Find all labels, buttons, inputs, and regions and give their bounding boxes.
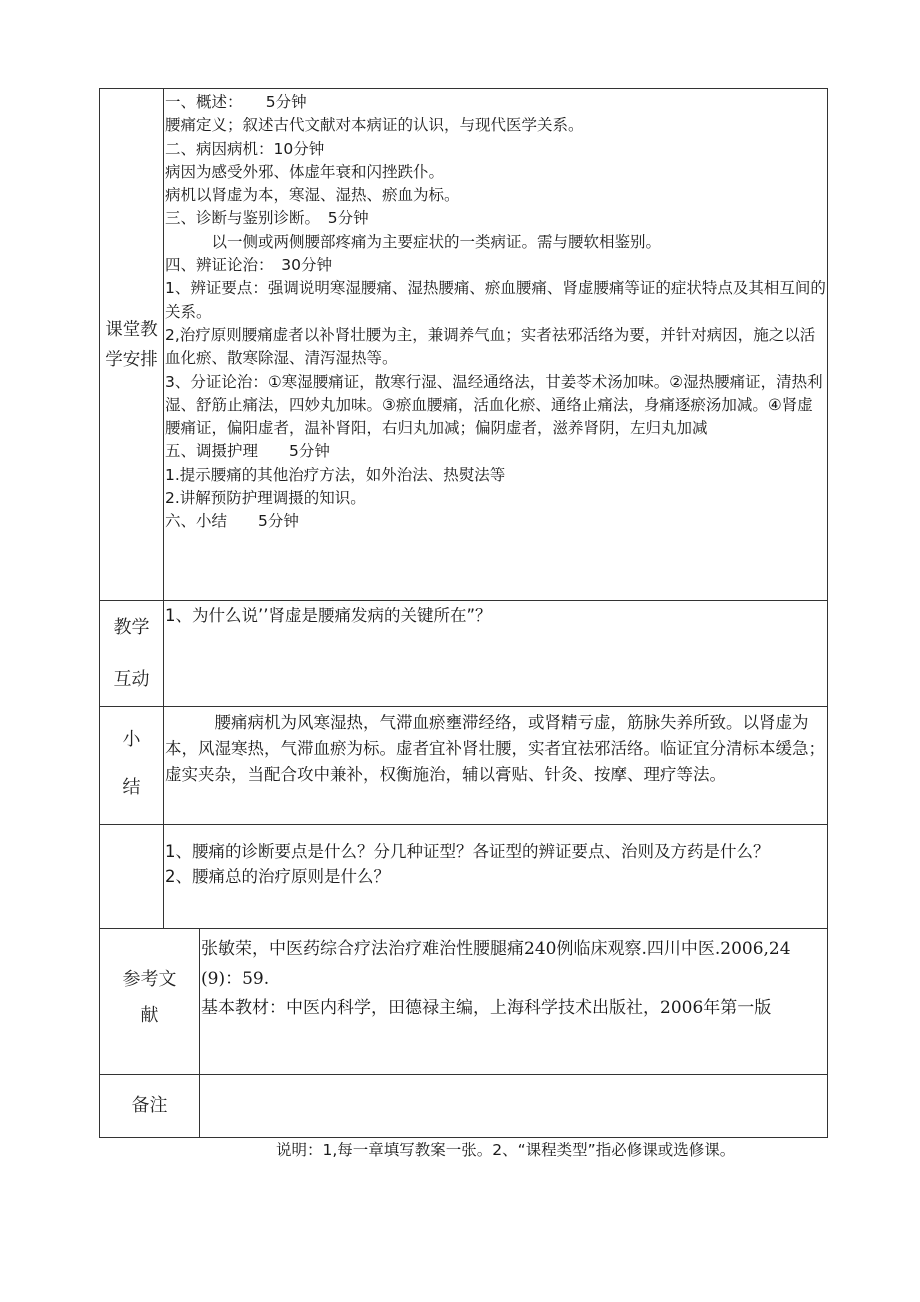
summary-label-cell [100,707,164,825]
notes-content [200,1075,828,1138]
pathogenesis-text: 病机以肾虚为本，寒湿、湿热、瘀血为标。 [165,186,460,205]
treatment-principle: 2,治疗原则腰痛虚者以补肾壮腰为主，兼调养气血；实者祛邪活络为要，并针对病因，施之以活血化瘀、散寒除湿、清泻湿热等。 [165,325,816,368]
notes-row [100,1075,828,1138]
footnote: 说明：1,每一章填写教案一张。2、“课程类型”指必修课或选修课。 [276,1141,736,1159]
reference-1: 张敏荣，中医药综合疗法治疗难治性腰腿痛240例临床观察.四川中医.2006,24(9)：59. [201,939,791,989]
classroom-label: 课堂教学安排 [105,319,158,370]
section-treatment-title: 四、辨证论治： 30分钟 [165,256,332,275]
interaction-question: 1、为什么说’’肾虚是腰痛发病的关键所在”？ [165,606,492,625]
interaction-label-bottom: 互动 [113,669,150,690]
homework-row [100,825,828,929]
interaction-label-cell [100,601,164,707]
interaction-row [100,601,828,707]
summary-row [100,707,828,825]
homework-content [164,825,828,929]
etiology-text: 病因为感受外邪、体虚年衰和闪挫跌仆。 [165,162,445,181]
references-label-bottom: 献 [140,1005,159,1026]
section-care-title: 五、调摄护理 5分钟 [165,442,330,461]
classroom-row [100,89,828,601]
section-diagnosis-title: 三、诊断与鉴别诊断。 5分钟 [165,209,369,228]
summary-label-bottom: 结 [122,777,141,798]
references-content [200,929,828,1075]
summary-label-top: 小 [122,729,141,750]
classroom-label-cell [100,89,164,601]
homework-label-cell [100,825,164,929]
notes-label: 备注 [131,1095,168,1116]
syndrome-treatment: 3、分证论治：①寒湿腰痛证，散寒行湿、温经通络法，甘姜苓术汤加味。②湿热腰痛证，清热利湿、舒筋止痛法，四妙丸加味。③瘀血腰痛，活血化瘀、通络止痛法，身痛逐瘀汤加减。④肾虚腰痛证，偏阳虚者，温补肾阳，右归丸加减；偏阴虚者，滋养肾阴，左归丸加减 [165,372,823,438]
references-row [100,929,828,1075]
reference-2: 基本教材：中医内科学，田德禄主编，上海科学技术出版社，2006年第一版 [201,998,772,1018]
classroom-content [164,89,828,601]
section-summary-title: 六、小结 5分钟 [165,512,299,531]
summary-text: 腰痛病机为风寒湿热，气滞血瘀壅滞经络，或肾精亏虚，筋脉失养所致。以肾虚为本，风湿寒热，气滞血瘀为标。虚者宜补肾壮腰，实者宜祛邪活络。临证宜分清标本缓急；虚实夹杂，当配合攻中兼补，权衡施治，辅以膏贴、针灸、按摩、理疗等法。 [165,713,825,784]
interaction-content [164,601,828,707]
lesson-plan-table [99,88,828,1138]
diagnosis-text: 以一侧或两侧腰部疼痛为主要症状的一类病证。需与腰软相鉴别。 [211,232,662,251]
notes-label-cell [100,1075,200,1138]
homework-question-1: 1、腰痛的诊断要点是什么？分几种证型？各证型的辨证要点、治则及方药是什么？ [165,842,770,861]
care-item-1: 1.提示腰痛的其他治疗方法，如外治法、热熨法等 [165,465,506,484]
care-item-2: 2.讲解预防护理调摄的知识。 [165,489,366,508]
overview-text: 腰痛定义；叙述古代文献对本病证的认识，与现代医学关系。 [165,116,584,135]
differentiation-points: 1、辨证要点：强调说明寒湿腰痛、湿热腰痛、瘀血腰痛、肾虚腰痛等证的症状特点及其相互间的关系。 [165,279,826,321]
section-overview-title: 一、概述： 5分钟 [165,93,307,111]
interaction-label-top: 教学 [113,617,150,638]
references-label-top: 参考文 [122,969,177,990]
homework-question-2: 2、腰痛总的治疗原则是什么？ [165,867,390,886]
summary-content [164,707,828,825]
section-etiology-title: 二、病因病机：10分钟 [165,139,325,158]
references-label-cell [100,929,200,1075]
